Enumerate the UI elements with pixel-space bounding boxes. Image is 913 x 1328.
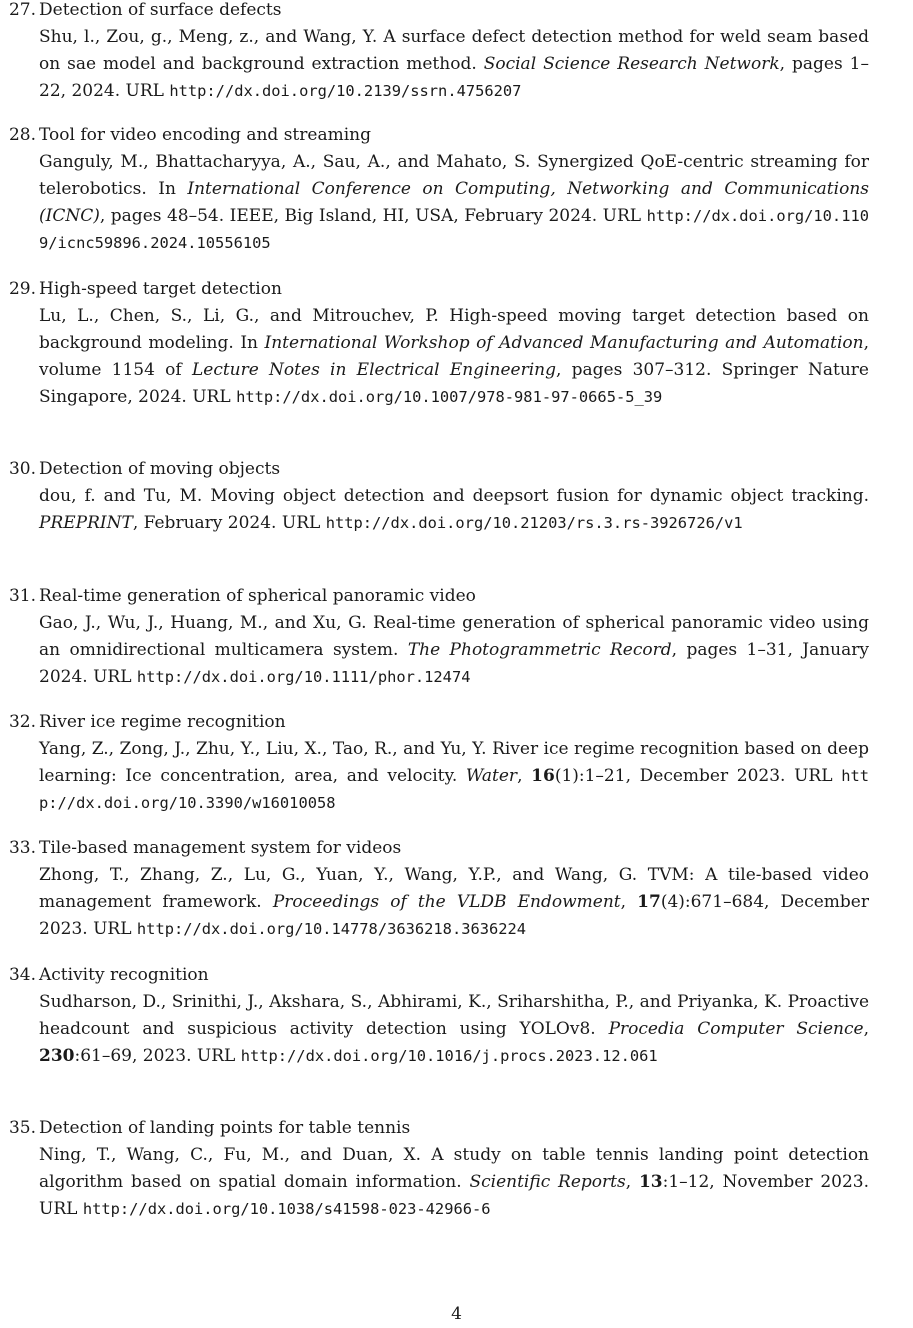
reference-url[interactable]: http://dx.doi.org/10.1007/978-981-97-0665-5_39 (236, 388, 663, 406)
reference-volume: 17 (637, 892, 661, 912)
reference-url[interactable]: http://dx.doi.org/10.1038/s41598-023-42966-6 (82, 1200, 491, 1218)
reference-venue: PREPRINT (39, 513, 133, 533)
reference-url[interactable]: http://dx.doi.org/10.1111/phor.12474 (136, 668, 471, 686)
reference-authors: Ning, T., Wang, C., Fu, M., and Duan, X. (39, 1145, 432, 1165)
reference-number: 33. (8, 838, 36, 858)
reference-body (39, 835, 869, 943)
reference-details: (1):1–21, December 2023. URL (554, 766, 842, 786)
reference-volume: 16 (531, 766, 555, 786)
page-number: 4 (451, 1304, 462, 1324)
reference-title: River ice regime recognition based on deep learning: Ice concentration, area, and velocity. (39, 739, 869, 786)
reference-topic: Real-time generation of spherical panoramic video (39, 586, 476, 606)
reference-volume: 13 (638, 1172, 663, 1192)
reference-citation (39, 24, 869, 105)
reference-body (39, 1115, 869, 1223)
reference-authors: Gao, J., Wu, J., Huang, M., and Xu, G. (39, 613, 374, 633)
reference-title: A surface defect detection method for weld seam based on sae model and background extraction method. (39, 27, 869, 74)
reference-citation (39, 149, 869, 257)
reference-number: 28. (8, 125, 36, 145)
reference-number: 31. (8, 586, 36, 606)
reference-topic: Detection of moving objects (39, 459, 281, 479)
reference-body (39, 583, 869, 691)
reference-details: , (863, 1019, 869, 1039)
reference-topic: High-speed target detection (39, 279, 282, 299)
reference-details: (4):671–684, December 2023. URL (39, 892, 869, 939)
reference-number: 32. (8, 712, 36, 732)
reference-volume: 230 (39, 1046, 75, 1066)
reference-venue: Procedia Computer Science (608, 1019, 864, 1039)
reference-details: , pages 307–312. Springer Nature Singapore, 2024. URL (39, 360, 869, 407)
reference-url[interactable]: http://dx.doi.org/10.3390/w16010058 (39, 767, 870, 812)
reference-topic: Tile-based management system for videos (39, 838, 402, 858)
reference-url[interactable]: http://dx.doi.org/10.14778/3636218.3636224 (136, 920, 527, 938)
reference-number: 35. (8, 1118, 36, 1138)
reference-details: :1–12, November 2023. URL (39, 1172, 869, 1219)
reference-details: , February 2024. URL (132, 513, 326, 533)
reference-title: Real-time generation of spherical panoramic video using an omnidirectional multicamera system. (39, 613, 870, 660)
reference-url[interactable]: http://dx.doi.org/10.1016/j.procs.2023.12.061 (240, 1047, 658, 1065)
reference-details: , volume 1154 of (39, 333, 869, 380)
reference-citation (39, 989, 869, 1070)
reference-title: Synergized QoE-centric streaming for telerobotics. In (39, 152, 869, 199)
reference-details: , pages 1–22, 2024. URL (39, 54, 869, 101)
reference-topic: Activity recognition (39, 965, 209, 985)
reference-title: A study on table tennis landing point detection algorithm based on spatial domain information. (39, 1145, 870, 1192)
reference-number: 30. (8, 459, 36, 479)
reference-url[interactable]: http://dx.doi.org/10.21203/rs.3.rs-3926726/v1 (325, 514, 743, 532)
reference-authors: Ganguly, M., Bhattacharyya, A., Sau, A., and Mahato, S. (39, 152, 538, 172)
reference-authors: Yang, Z., Zong, J., Zhu, Y., Liu, X., Tao, R., and Yu, Y. (39, 739, 493, 759)
reference-details: , (517, 766, 532, 786)
reference-url[interactable]: http://dx.doi.org/10.1109/icnc59896.2024.10556105 (39, 207, 869, 252)
reference-title: High-speed moving target detection based on background modeling. In (39, 306, 869, 353)
reference-venue: International Conference on Computing, Networking and Communications (ICNC) (39, 179, 869, 226)
reference-details: , pages 48–54. IEEE, Big Island, HI, USA, February 2024. URL (99, 206, 647, 226)
reference-venue: International Workshop of Advanced Manufacturing and Automation (264, 333, 864, 353)
reference-topic: River ice regime recognition (39, 712, 286, 732)
reference-number: 29. (8, 279, 36, 299)
reference-body (39, 0, 869, 105)
reference-details: , (620, 892, 638, 912)
reference-details: , (625, 1172, 639, 1192)
reference-series: Lecture Notes in Electrical Engineering (191, 360, 556, 380)
reference-topic: Detection of landing points for table tennis (39, 1118, 411, 1138)
reference-number: 27. (8, 0, 36, 20)
reference-url[interactable]: http://dx.doi.org/10.2139/ssrn.4756207 (169, 82, 522, 100)
reference-topic: Tool for video encoding and streaming (39, 125, 371, 145)
reference-body (39, 709, 869, 817)
reference-authors: Shu, l., Zou, g., Meng, z., and Wang, Y. (39, 27, 384, 47)
reference-authors: Lu, L., Chen, S., Li, G., and Mitrouchev, P. (39, 306, 450, 326)
reference-citation (39, 736, 869, 817)
reference-venue: The Photogrammetric Record (407, 640, 672, 660)
reference-number: 34. (8, 965, 36, 985)
reference-citation (39, 303, 869, 411)
reference-details: :61–69, 2023. URL (74, 1046, 241, 1066)
reference-body (39, 962, 869, 1070)
reference-citation (39, 483, 869, 537)
reference-details: , pages 1–31, January 2024. URL (39, 640, 869, 687)
reference-body (39, 122, 869, 257)
reference-authors: dou, f. and Tu, M. (39, 486, 211, 506)
reference-citation (39, 610, 869, 691)
reference-title: TVM: A tile-based video management framework. (39, 865, 869, 912)
reference-topic: Detection of surface defects (39, 0, 282, 20)
reference-venue: Scientific Reports (469, 1172, 626, 1192)
reference-body (39, 276, 869, 411)
reference-citation (39, 862, 869, 943)
reference-authors: Sudharson, D., Srinithi, J., Akshara, S., Abhirami, K., Sriharshitha, P., and Priyanka, K. (39, 992, 788, 1012)
reference-venue: Water (465, 766, 518, 786)
reference-citation (39, 1142, 869, 1223)
reference-authors: Zhong, T., Zhang, Z., Lu, G., Yuan, Y., Wang, Y.P., and Wang, G. (39, 865, 648, 885)
reference-venue: Proceedings of the VLDB Endowment (272, 892, 621, 912)
reference-title: Moving object detection and deepsort fusion for dynamic object tracking. (210, 486, 869, 506)
reference-body (39, 456, 869, 537)
reference-title: Proactive headcount and suspicious activity detection using YOLOv8. (39, 992, 869, 1039)
reference-venue: Social Science Research Network (483, 54, 780, 74)
